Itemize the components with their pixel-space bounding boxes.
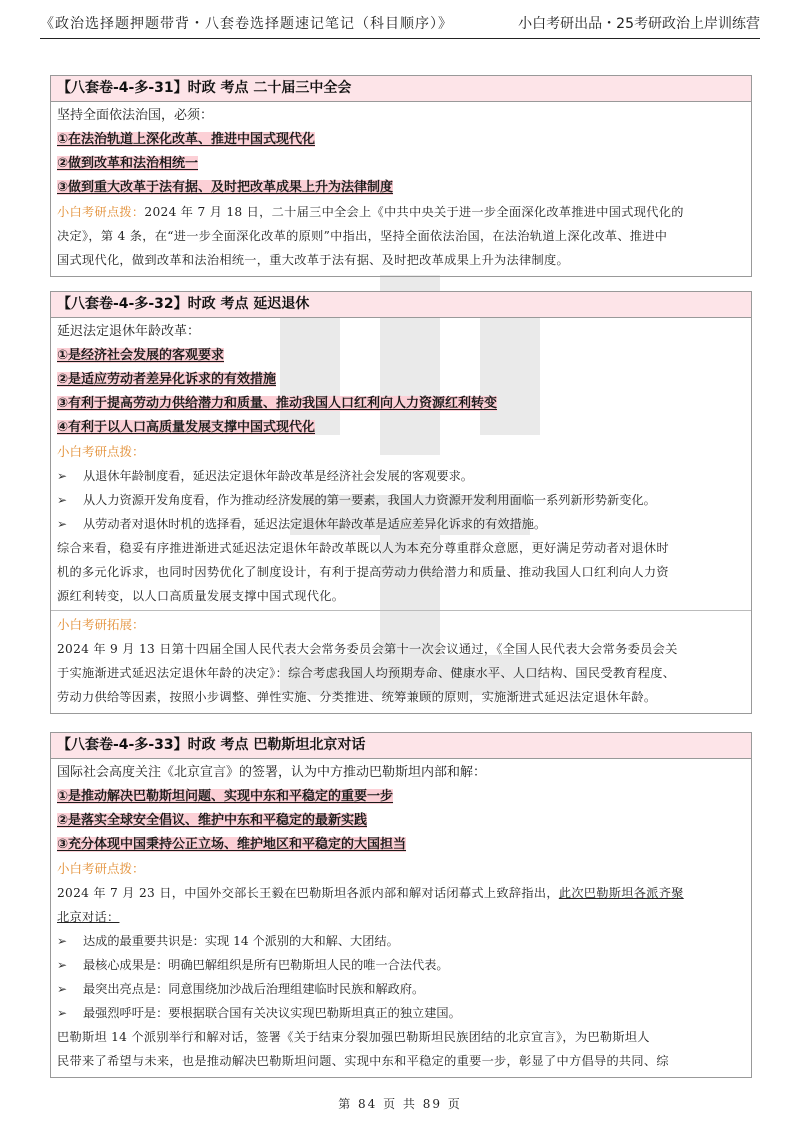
intro-line-1: 2024 年 7 月 23 日，中国外交部长王毅在巴勒斯坦各派内部和解对话闭幕式上致辞指出，此次巴勒斯坦各派齐聚: [57, 886, 684, 900]
question-stem: 国际社会高度关注《北京宣言》的签署，认为中方推动巴勒斯坦内部和解：: [57, 765, 487, 780]
note-line-3: 国式现代化，做到改革和法治相统一，重大改革于法有据、及时把改革成果上升为法律制度。: [57, 253, 569, 267]
question-stem: 延迟法定退休年龄改革：: [57, 324, 201, 339]
question-stem: 坚持全面依法治国，必须：: [57, 108, 214, 123]
page-header: [40, 8, 760, 39]
arrow-bullet-icon: ➢: [57, 493, 68, 507]
arrow-bullet-icon: ➢: [57, 982, 68, 996]
card-title: 【八套卷-4-多-33】时政 考点 巴勒斯坦北京对话: [51, 733, 751, 759]
header-publisher: 小白考研出品・25考研政治上岸训练营: [518, 16, 760, 32]
extension-line-2: 于实施渐进式延迟法定退休年龄的决定》：综合考虑我国人均预期寿命、健康水平、人口结构、国民受教育程度、: [57, 666, 676, 680]
arrow-bullet-icon: ➢: [57, 958, 68, 972]
option-1: ①是经济社会发展的客观要求: [57, 348, 225, 363]
option-3: ③充分体现中国秉持公正立场、维护地区和平稳定的大国担当: [57, 837, 407, 852]
extension-line-3: 劳动力供给等因素，按照小步调整、弹性实施、分类推进、统筹兼顾的原则，实施渐进式延迟法定退休年龄。: [57, 690, 657, 704]
arrow-bullet-icon: ➢: [57, 934, 68, 948]
option-2: ②做到改革和法治相统一: [57, 156, 199, 171]
question-card-32: [50, 291, 752, 714]
bullet-item: ➢ 最强烈呼吁是：要根据联合国有关决议实现巴勒斯坦真正的独立建国。: [57, 1001, 745, 1025]
summary-line-2: 机的多元化诉求，也同时因势优化了制度设计，有利于提高劳动力供给潜力和质量、推动我国人口红利向人力资: [57, 565, 669, 579]
option-3: ③做到重大改革于法有据、及时把改革成果上升为法律制度: [57, 180, 394, 195]
option-2: ②是适应劳动者差异化诉求的有效措施: [57, 372, 277, 387]
bullet-item: ➢ 从退休年龄制度看，延迟法定退休年龄改革是经济社会发展的客观要求。: [57, 464, 745, 488]
option-1: ①在法治轨道上深化改革、推进中国式现代化: [57, 132, 316, 147]
note-head: 小白考研点拨：: [57, 861, 145, 876]
page-number: 第 84 页 共 89 页: [338, 1097, 462, 1111]
header-book-title: 《政治选择题押题带背・八套卷选择题速记笔记（科目顺序）》: [40, 16, 453, 32]
summary-line-1: 综合来看，稳妥有序推进渐进式延迟法定退休年龄改革既以人为本充分尊重群众意愿，更好满足劳动者对退休时: [57, 541, 669, 555]
note-line-2: 决定》，第 4 条，在“进一步全面深化改革的原则”中指出，坚持全面依法治国，在法治轨道上深化改革、推进中: [57, 229, 668, 243]
option-4: ④有利于以人口高质量发展支撑中国式现代化: [57, 420, 316, 435]
bullet-item: ➢ 达成的最重要共识是：实现 14 个派别的大和解、大团结。: [57, 929, 745, 953]
section-divider: [51, 610, 751, 611]
option-2: ②是落实全球安全倡议、维护中东和平稳定的最新实践: [57, 813, 368, 828]
option-1: ①是推动解决巴勒斯坦问题、实现中东和平稳定的重要一步: [57, 789, 394, 804]
arrow-bullet-icon: ➢: [57, 1006, 68, 1020]
bullet-item: ➢ 最突出亮点是：同意围绕加沙战后治理组建临时民族和解政府。: [57, 977, 745, 1001]
extension-head: 小白考研拓展：: [57, 617, 145, 632]
question-card-31: [50, 75, 752, 277]
summary-line-2: 民带来了希望与未来，也是推动解决巴勒斯坦问题、实现中东和平稳定的重要一步，彰显了中方倡导的共同、综: [57, 1054, 669, 1068]
arrow-bullet-icon: ➢: [57, 517, 68, 531]
question-card-33: [50, 732, 752, 1078]
option-3: ③有利于提高劳动力供给潜力和质量、推动我国人口红利向人力资源红利转变: [57, 396, 498, 411]
summary-line-3: 源红利转变，以人口高质量发展支撑中国式现代化。: [57, 589, 345, 603]
bullet-item: ➢ 从劳动者对退休时机的选择看，延迟法定退休年龄改革是适应差异化诉求的有效措施。: [57, 512, 745, 536]
note-head: 小白考研点拨：: [57, 444, 145, 459]
bullet-item: ➢ 最核心成果是：明确巴解组织是所有巴勒斯坦人民的唯一合法代表。: [57, 953, 745, 977]
card-title: 【八套卷-4-多-32】时政 考点 延迟退休: [51, 292, 751, 318]
arrow-bullet-icon: ➢: [57, 469, 68, 483]
summary-line-1: 巴勒斯坦 14 个派别举行和解对话，签署《关于结束分裂加强巴勒斯坦民族团结的北京宣言》，为巴勒斯坦人: [57, 1030, 650, 1044]
note-line-1: 小白考研点拨：2024 年 7 月 18 日，二十届三中全会上《中共中央关于进一步全面深化改革推进中国式现代化的: [57, 205, 684, 219]
bullet-item: ➢ 从人力资源开发角度看，作为推动经济发展的第一要素，我国人力资源开发利用面临一系列新形势新变化。: [57, 488, 745, 512]
extension-line-1: 2024 年 9 月 13 日第十四届全国人民代表大会常务委员会第十一次会议通过，《全国人民代表大会常务委员会关: [57, 642, 678, 656]
intro-line-2: 北京对话：: [57, 910, 120, 924]
card-title: 【八套卷-4-多-31】时政 考点 二十届三中全会: [51, 76, 751, 102]
